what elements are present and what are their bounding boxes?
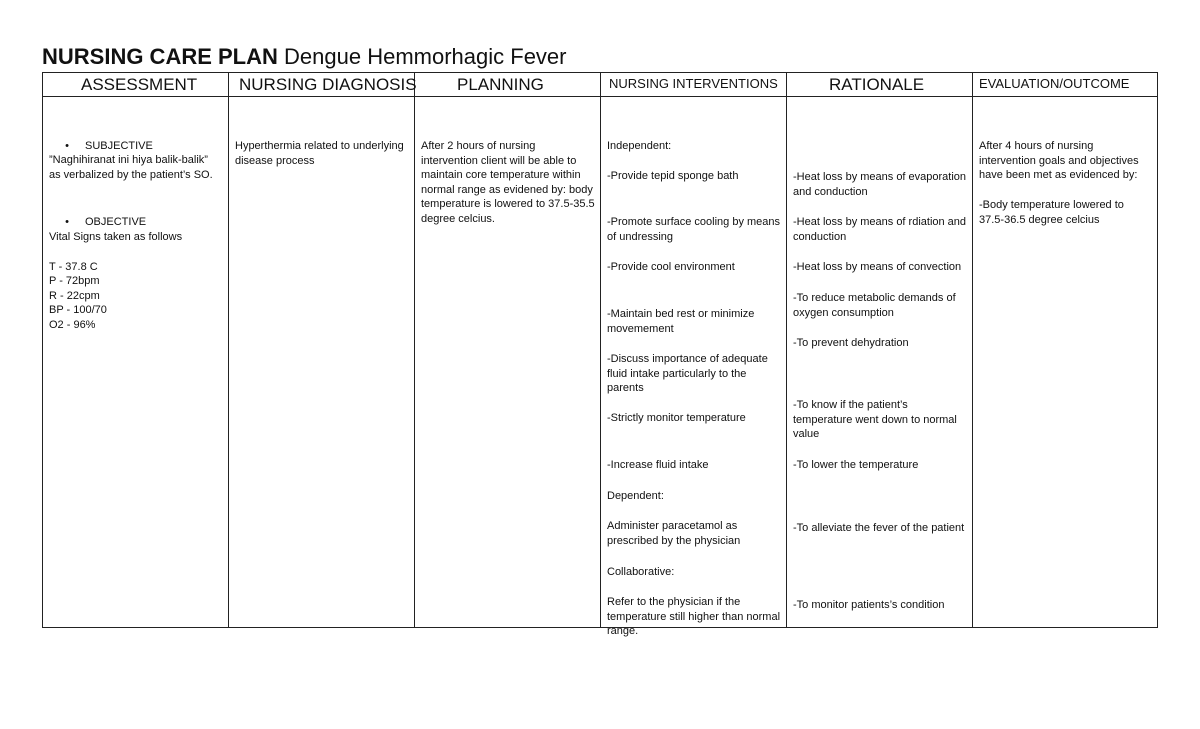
planning-text: After 2 hours of nursing intervention client will be able to maintain core temperature within normal range as evidened by: body temperature is lowered to 37.5-35.5 degree celcius. xyxy=(421,140,595,225)
page-title xyxy=(42,44,567,70)
independent-label: Independent: xyxy=(607,140,672,152)
intervention-item: -Provide cool environment xyxy=(607,261,735,273)
collaborative-item: Refer to the physician if the temperature still higher than normal range. xyxy=(607,596,781,637)
intervention-item: -Increase fluid intake xyxy=(607,459,709,471)
rationale-item: -To know if the patient’s temperature went down to normal value xyxy=(793,399,957,440)
vital-blood-pressure: BP - 100/70 xyxy=(49,304,107,316)
evaluation-outcome: -Body temperature lowered to 37.5-36.5 degree celcius xyxy=(979,199,1124,226)
intervention-item: -Discuss importance of adequate fluid intake particularly to the parents xyxy=(607,353,768,394)
header-planning: PLANNING xyxy=(415,73,601,97)
intervention-item: -Strictly monitor temperature xyxy=(607,412,746,424)
rationale-item: -To monitor patients’s condition xyxy=(793,599,945,611)
subjective-label: • SUBJECTIVE xyxy=(49,139,223,154)
rationale-item: -To alleviate the fever of the patient xyxy=(793,522,965,534)
vitals-intro: Vital Signs taken as follows xyxy=(49,231,183,243)
vital-oxygen: O2 - 96% xyxy=(49,319,96,331)
rationale-item: -To prevent dehydration xyxy=(793,337,909,349)
intervention-item: -Maintain bed rest or minimize movemement xyxy=(607,308,755,335)
title-subtitle: Dengue Hemmorhagic Fever xyxy=(284,44,567,69)
objective-label: • OBJECTIVE xyxy=(49,215,223,230)
diagnosis-cell xyxy=(229,97,415,627)
intervention-item: -Provide tepid sponge bath xyxy=(607,170,739,182)
evaluation-intro: After 4 hours of nursing intervention goals and objectives have been met as evidenced by: xyxy=(979,140,1139,181)
intervention-item: -Promote surface cooling by means of undressing xyxy=(607,216,781,243)
rationale-item: -To reduce metabolic demands of oxygen consumption xyxy=(793,292,956,319)
vital-temperature: T - 37.8 C xyxy=(49,261,98,273)
rationale-cell xyxy=(787,97,973,627)
rationale-item: -Heat loss by means of rdiation and conduction xyxy=(793,216,967,243)
collaborative-label: Collaborative: xyxy=(607,566,675,578)
rationale-item: -Heat loss by means of evaporation and conduction xyxy=(793,171,967,198)
rationale-item: -Heat loss by means of convection xyxy=(793,261,962,273)
header-interventions: NURSING INTERVENTIONS xyxy=(601,73,787,97)
vital-respiration: R - 22cpm xyxy=(49,290,100,302)
header-evaluation: EVALUATION/OUTCOME xyxy=(973,73,1157,97)
evaluation-cell xyxy=(973,97,1157,627)
care-plan-table xyxy=(42,72,1158,637)
interventions-cell xyxy=(601,97,787,637)
assessment-cell xyxy=(43,97,229,627)
vital-pulse: P - 72bpm xyxy=(49,275,100,287)
dependent-label: Dependent: xyxy=(607,490,664,502)
subjective-quote: ”Naghihiranat ini hiya balik-balik” xyxy=(49,154,208,166)
planning-cell xyxy=(415,97,601,627)
header-diagnosis: NURSING DIAGNOSIS xyxy=(229,73,415,97)
subjective-source: as verbalized by the patient’s SO. xyxy=(49,169,213,181)
header-rationale: RATIONALE xyxy=(787,73,973,97)
title-bold: NURSING CARE PLAN xyxy=(42,44,278,69)
diagnosis-text: Hyperthermia related to underlying disease process xyxy=(235,140,404,167)
rationale-item: -To lower the temperature xyxy=(793,459,919,471)
dependent-item: Administer paracetamol as prescribed by the physician xyxy=(607,520,741,547)
header-assessment: ASSESSMENT xyxy=(43,73,229,97)
